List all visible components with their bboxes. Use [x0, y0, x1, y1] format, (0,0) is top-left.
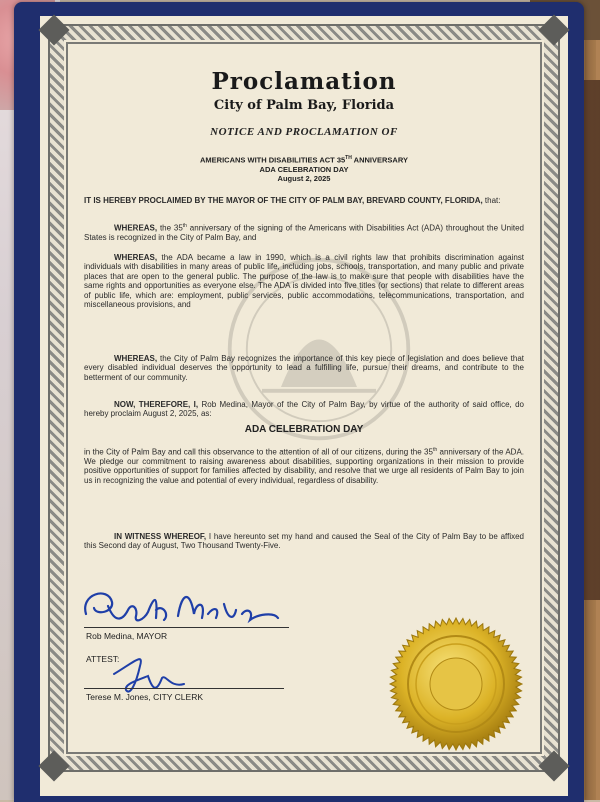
mayor-signature — [78, 574, 288, 634]
intro-paragraph: IT IS HEREBY PROCLAIMED BY THE MAYOR OF THE CITY OF PALM BAY, BREVARD COUNTY, FLORIDA, that: — [84, 196, 501, 205]
clerk-signature-line — [84, 688, 284, 689]
certificate-paper — [40, 16, 568, 796]
gold-seal — [386, 614, 526, 754]
ada-celebration-day-heading: ADA CELEBRATION DAY — [244, 424, 364, 435]
event-heading: AMERICANS WITH DISABILITIES ACT 35TH ANNIVERSARY ADA CELEBRATION DAY August 2, 2025 — [200, 155, 408, 183]
whereas-paragraph-2: WHEREAS, the ADA became a law in 1990, which is a civil rights law that prohibits discrimination against individuals with disabilities in many areas of public life, including jobs, schools, transportation, and many public and private places that are open to the general public. The purpose of the law is to make sure that people with disabilities have the same rights and opportunities as everyone else. The ADA is divided into five titles (or sections) that relate to different areas of public life, which are: employment, public services, public accommodations, telecommunications, transportation, and miscellaneous provisions, and — [84, 253, 524, 310]
document-title: Proclamation — [211, 68, 397, 95]
presentation-folder — [14, 2, 584, 802]
attest-label: ATTEST: — [86, 654, 120, 664]
now-therefore-paragraph: NOW, THEREFORE, I, Rob Medina, Mayor of the City of Palm Bay, by virtue of the authority of said office, do hereby proclaim August 2, 2025, as: — [84, 400, 525, 419]
notice-heading: NOTICE AND PROCLAMATION OF — [210, 126, 398, 138]
whereas-paragraph-1: WHEREAS, the 35th anniversary of the signing of the Americans with Disabilities Act (ADA) throughout the United States is recognized in the City of Palm Bay, and — [84, 223, 524, 243]
closing-paragraph: in the City of Palm Bay and call this observance to the attention of all of our citizens, during the 35th anniversary of the ADA. We pledge our commitment to raising awareness about disabilities, supporting organizations in their mission to provide positive opportunities of support for families affected by disability, and resolve that we urge all residents of Palm Bay to join us in recognizing the value and potential of every individual, regardless of disability. — [84, 447, 525, 485]
city-name: City of Palm Bay, Florida — [213, 98, 395, 113]
witness-paragraph: IN WITNESS WHEREOF, I have hereunto set my hand and caused the Seal of the City of Palm Bay to be affixed this Second day of August, Two Thousand Twenty-Five. — [84, 532, 524, 551]
mayor-name: Rob Medina, MAYOR — [86, 631, 168, 641]
whereas-paragraph-3: WHEREAS, the City of Palm Bay recognizes the importance of this key piece of legislation and does believe that every disabled individual deserves the opportunity to lead a fulfilling life, pursue their dreams, and contribute to the betterment of our community. — [84, 354, 524, 382]
mayor-signature-line — [84, 627, 289, 628]
clerk-name: Terese M. Jones, CITY CLERK — [86, 692, 203, 702]
